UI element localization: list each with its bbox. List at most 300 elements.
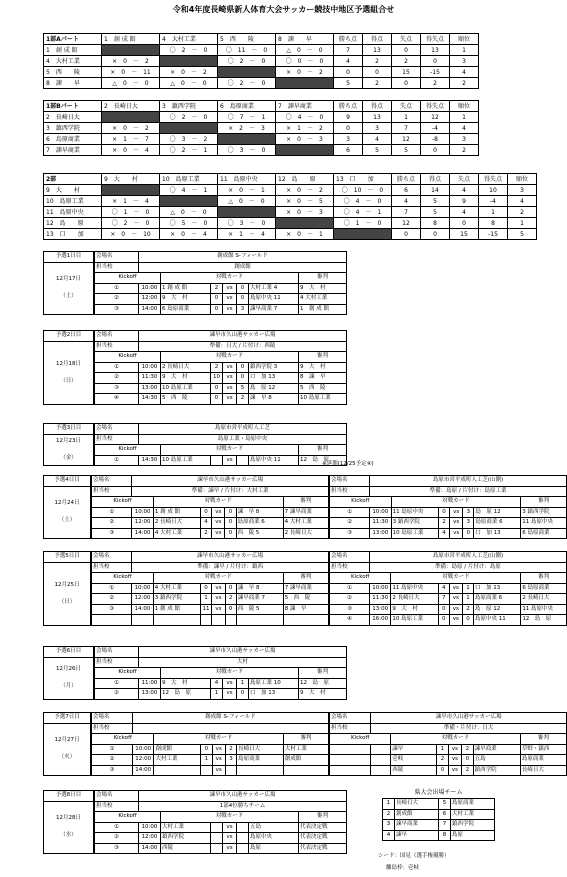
match-number: ② (92, 594, 132, 605)
stat-header: 得失点 (421, 101, 450, 112)
stat-value: 7 (392, 123, 421, 134)
kickoff-time: 10:00 (132, 507, 154, 518)
venue-schedule (91, 475, 329, 539)
referee: 2 長崎日大 (283, 528, 328, 539)
venue-label: 会場名 (92, 476, 132, 487)
venue-schedule (91, 551, 329, 626)
stat-header: 順位 (450, 34, 479, 45)
match-result: × 0 － 3 (276, 134, 334, 145)
stat-value: 15 (450, 229, 479, 240)
match-result: △ 0 － 0 (160, 78, 218, 89)
kickoff-header: Kickoff (330, 734, 391, 745)
kickoff-time: 14:00 (139, 843, 161, 854)
host-label: 担当校 (95, 801, 139, 812)
pool-b-table (43, 100, 479, 156)
away-team (237, 765, 284, 776)
away-team: 諫 早 8 (249, 394, 299, 405)
away-score: 0 (225, 518, 236, 529)
match-number: ② (95, 373, 139, 384)
match-date: 12月28日 (56, 815, 81, 822)
away-score: 0 (463, 528, 474, 539)
match-weekday: （土） (58, 517, 76, 524)
referee (283, 765, 328, 776)
home-score: 0 (438, 604, 449, 615)
away-score: 5 (237, 383, 249, 394)
day-label: 予選7日目 (44, 713, 91, 724)
away-score: 2 (462, 604, 473, 615)
match-result: 〇 10 － 0 (334, 185, 392, 196)
home-team: 10 島原工業 (161, 455, 211, 466)
empty-cell (200, 615, 212, 626)
vs-label: vs (223, 689, 237, 700)
stat-value: 12 (392, 218, 421, 229)
away-team: 諫 早 8 (236, 583, 283, 594)
away-team: 島原商業 (237, 755, 284, 766)
referee: 3 鎮西学院 (521, 507, 567, 518)
away-team: 五島 (249, 822, 299, 833)
home-score: 0 (211, 383, 223, 394)
venue-name: 諫早市久山港サッカー広場 (132, 476, 329, 487)
row-team-name: 7 諫早商業 (44, 145, 102, 156)
match-weekday: （金） (60, 454, 77, 461)
team-name: 島原 (451, 830, 495, 841)
vs-label: vs (448, 755, 461, 766)
stat-value: 4 (450, 123, 479, 134)
row-team-name: 9 大 村 (44, 185, 102, 196)
column-team-header: 11 島原中央 (218, 174, 276, 185)
team-name: 諫早 (395, 830, 439, 841)
venue-label: 会場名 (92, 713, 133, 724)
away-team: 島原工業 10 (249, 678, 299, 689)
day-date-cell (44, 341, 94, 404)
match-result: 〇 0 － 0 (276, 56, 334, 67)
kickoff-header: Kickoff (95, 273, 161, 284)
host-label: 担当校 (95, 657, 139, 668)
ref-header: 審判 (283, 497, 328, 508)
away-score: 3 (225, 755, 236, 766)
stat-value: 14 (421, 185, 450, 196)
away-team: 島原商業 6 (236, 518, 283, 529)
self-match-cell (102, 185, 160, 196)
home-team: 10 島原工業 (391, 615, 438, 626)
pool_b-grid (43, 100, 479, 156)
match-result: 〇 1 － 0 (102, 207, 160, 218)
host-label: 担当校 (95, 262, 139, 273)
vs-label: vs (223, 678, 237, 689)
stat-value: 5 (334, 78, 363, 89)
day-info (43, 475, 91, 539)
kickoff-header: Kickoff (92, 497, 154, 508)
column-team-header: 12 島 原 (276, 174, 334, 185)
away-team: 鎮西学院 3 (249, 362, 299, 373)
kickoff-header: Kickoff (330, 573, 391, 584)
match-number (330, 744, 371, 755)
home-score (211, 455, 223, 466)
match-row (95, 822, 347, 833)
match-number: ④ (330, 615, 370, 626)
match-row (95, 362, 347, 373)
vs-label: vs (223, 833, 237, 844)
referee: 12 島 原 (521, 615, 567, 626)
kickoff-time: 10:00 (369, 583, 390, 594)
match-row (95, 833, 347, 844)
ref-header: 審判 (283, 734, 328, 745)
stat-value: 5 (363, 145, 392, 156)
match-number: ③ (92, 604, 132, 615)
home-score: 4 (438, 583, 449, 594)
kickoff-time: 16:00 (369, 615, 390, 626)
match-number: ③ (95, 383, 139, 394)
away-score: 0 (237, 294, 249, 305)
stat-value: 13 (363, 112, 392, 123)
match-row (95, 455, 347, 466)
column-team-header: 2 長崎日大 (102, 101, 160, 112)
away-score: 1 (462, 594, 473, 605)
qualified-grid (382, 798, 495, 841)
ref-header: 審判 (521, 497, 567, 508)
home-score: 0 (438, 615, 449, 626)
stat-value: 4 (363, 134, 392, 145)
venue-schedule (329, 475, 567, 539)
venue-label: 会場名 (95, 331, 139, 342)
referee: 12 島 原 (299, 455, 347, 466)
venue-name: 島原市営平成町人工芝(山側) (369, 552, 566, 563)
venue-schedule (91, 712, 329, 776)
match-number: ② (330, 518, 370, 529)
card-header: 対戦カード (391, 497, 521, 508)
referee: 11 島原中央 (521, 604, 567, 615)
match-row (92, 507, 329, 518)
stat-header: 順位 (508, 174, 537, 185)
empty-cell (92, 615, 132, 626)
day-3-schedule (43, 423, 347, 466)
match-number: ④ (95, 394, 139, 405)
day-info (43, 790, 94, 854)
venue-label: 会場名 (92, 552, 132, 563)
home-score: 11 (200, 604, 212, 615)
home-team: 11 島原中央 (391, 507, 438, 518)
away-score: 0 (225, 528, 236, 539)
home-score: 0 (200, 583, 212, 594)
referee: 島原商業 (520, 755, 566, 766)
kickoff-header: Kickoff (95, 352, 161, 363)
match-weekday: （火） (58, 754, 76, 761)
match-date: 12月24日 (54, 500, 80, 507)
self-match-cell (276, 145, 334, 156)
match-date: 12月25日 (54, 581, 80, 588)
ref-header: 審判 (521, 573, 567, 584)
vs-label: vs (449, 583, 462, 594)
stat-value: -4 (479, 196, 508, 207)
day-label: 予選1日目 (44, 252, 94, 263)
referee: 8 諫 早 (299, 373, 347, 384)
vs-label: vs (223, 373, 237, 384)
away-score: 0 (237, 689, 249, 700)
away-team: 西 陵 5 (236, 528, 283, 539)
self-match-cell (160, 56, 218, 67)
match-row (95, 304, 347, 315)
stat-value: 13 (363, 45, 392, 56)
match-number: ① (92, 744, 133, 755)
away-score: 2 (225, 594, 236, 605)
vs-label: vs (223, 383, 237, 394)
match-row (330, 594, 567, 605)
card-header: 対戦カード (161, 445, 299, 456)
qualified-row (383, 809, 495, 820)
kickoff-header: Kickoff (95, 812, 161, 823)
away-team: 口 加 13 (249, 689, 299, 700)
match-result: × 0 － 10 (102, 229, 160, 240)
home-team: 1 創 成 館 (161, 283, 211, 294)
vs-label: vs (448, 744, 461, 755)
venue-name: 島原市営平成町人工芝(山側) (370, 476, 567, 487)
match-number: ② (330, 594, 370, 605)
pool-name: 1部Aパート (44, 34, 102, 45)
match-result: △ 0 － 0 (276, 45, 334, 56)
stat-header: 勝ち点 (334, 34, 363, 45)
away-score: 0 (225, 507, 236, 518)
venue-schedule (94, 646, 347, 700)
home-team: 6 島原商業 (161, 304, 211, 315)
stat-value: 3 (450, 134, 479, 145)
stat-value: 0 (421, 56, 450, 67)
day-7-schedule (43, 712, 567, 776)
card-header: 対戦カード (154, 734, 283, 745)
host-school: 1部4位勝ちチーム (139, 801, 347, 812)
venue-name: 諫早市久山港サッカー広場 (371, 713, 567, 724)
stat-value: 8 (479, 218, 508, 229)
stat-value: 12 (421, 112, 450, 123)
away-team: 島原中央 (249, 833, 299, 844)
away-team: 口 加 13 (474, 528, 521, 539)
standings-row (44, 218, 537, 229)
referee: 5 西 陵 (283, 594, 328, 605)
qualified-teams-table (382, 787, 495, 841)
vs-label: vs (212, 518, 225, 529)
pool-2-table (43, 173, 537, 240)
away-score: 0 (237, 283, 249, 294)
host-school: 大村 (139, 657, 347, 668)
venue-name: 諫早市久山港サッカー広場 (139, 647, 347, 658)
qualified-row (383, 799, 495, 810)
vs-label: vs (223, 294, 237, 305)
venue-label: 会場名 (95, 252, 139, 263)
venue-label: 会場名 (330, 552, 370, 563)
vs-label: vs (212, 594, 225, 605)
match-result: 〇 4 － 0 (334, 196, 392, 207)
home-team: 創成館 (154, 744, 201, 755)
kickoff-time: 10:00 (139, 362, 161, 373)
stat-value: 10 (479, 185, 508, 196)
kickoff-time: 13:00 (370, 528, 391, 539)
kickoff-time: 12:00 (132, 594, 154, 605)
home-team: 壱岐 (391, 755, 437, 766)
standings-row (44, 45, 479, 56)
home-score: 2 (200, 528, 211, 539)
day-block (43, 790, 347, 854)
stat-header: 得失点 (421, 34, 450, 45)
day-label: 予選3日目 (44, 424, 94, 435)
stat-value: 4 (334, 56, 363, 67)
stat-value: 6 (392, 185, 421, 196)
day-1-schedule (43, 251, 347, 315)
home-team: 2 長崎日大 (153, 518, 200, 529)
referee: 7 諫早商業 (283, 583, 328, 594)
vs-label: vs (449, 615, 462, 626)
match-row (330, 604, 567, 615)
day-label: 予選8日目 (44, 791, 94, 802)
stat-value: 2 (508, 207, 537, 218)
self-match-cell (276, 218, 334, 229)
kickoff-time: 11:30 (370, 518, 391, 529)
kickoff-header: Kickoff (92, 573, 154, 584)
match-result: 〇 2 － 0 (218, 56, 276, 67)
away-team: 諫早商業 7 (236, 594, 283, 605)
card-header: 対戦カード (153, 497, 283, 508)
match-number: ① (95, 455, 139, 466)
match-number: ① (95, 822, 139, 833)
stat-value: 3 (508, 185, 537, 196)
away-team: 諫早商業 (473, 744, 520, 755)
column-team-header: 3 鎮西学院 (160, 101, 218, 112)
match-result: × 0 － 2 (276, 67, 334, 78)
host-school: 準備：諫早 / 片付け：大村工業 (132, 486, 329, 497)
vs-label: vs (449, 594, 462, 605)
host-label: 担当校 (95, 341, 139, 352)
day-info (43, 251, 94, 315)
stat-value: 4 (450, 185, 479, 196)
kickoff-time: 10:00 (370, 507, 391, 518)
team-name: 諫早商業 (395, 820, 439, 831)
match-result: 〇 3 － 0 (218, 145, 276, 156)
match-number: ① (95, 283, 139, 294)
match-result: × 0 － 1 (276, 229, 334, 240)
home-team: 9 大 村 (391, 604, 438, 615)
stat-header: 得失点 (479, 174, 508, 185)
stat-value: 2 (392, 56, 421, 67)
row-team-name: 8 諫 早 (44, 78, 102, 89)
row-team-name: 4 大村工業 (44, 56, 102, 67)
away-team: 島 原 12 (249, 383, 299, 394)
self-match-cell (218, 207, 276, 218)
match-row (330, 615, 567, 626)
match-number: ① (95, 362, 139, 373)
standings-row (44, 67, 479, 78)
match-result: × 2 － 3 (218, 123, 276, 134)
home-score (201, 765, 212, 776)
seed-number: 3 (383, 820, 395, 831)
stat-header: 得点 (363, 34, 392, 45)
empty-cell (132, 615, 154, 626)
home-score: 0 (211, 304, 223, 315)
row-team-name: 11 島原中央 (44, 207, 102, 218)
match-result: × 0 － 4 (160, 229, 218, 240)
away-score (237, 833, 249, 844)
home-team: 大村工業 (154, 755, 201, 766)
self-match-cell (102, 112, 160, 123)
away-score: 0 (462, 615, 473, 626)
qualified-row (383, 830, 495, 841)
away-team: 諫早商業 7 (249, 304, 299, 315)
home-score: 0 (438, 507, 449, 518)
match-result: × 0 － 5 (276, 196, 334, 207)
referee: 大村工業 (283, 744, 328, 755)
day-label: 予選5日目 (44, 552, 91, 563)
day-8-schedule (43, 790, 347, 854)
away-team: 島原商業 6 (474, 594, 521, 605)
home-score: 2 (211, 283, 223, 294)
referee: 代表決定戦 (299, 833, 347, 844)
kickoff-time: 10:00 (139, 283, 161, 294)
pool-a-table (43, 33, 479, 89)
host-school: 準備：島原 / 片付け：島原 (369, 562, 566, 573)
match-result: 〇 3 － 0 (218, 218, 276, 229)
standings-row (44, 134, 479, 145)
stat-value: 3 (450, 56, 479, 67)
home-team: 1 創 成 館 (153, 604, 200, 615)
page-title: 令和4年度長崎県新人体育大会サッカー競技中地区予選組合せ (172, 5, 395, 14)
day-date-cell (44, 657, 94, 699)
host-school: 準備：日大 / 片付け：西陵 (139, 341, 347, 352)
match-date: 12月17日 (56, 276, 81, 283)
empty-cell (283, 615, 328, 626)
match-row (92, 744, 329, 755)
stat-value: 4 (450, 67, 479, 78)
card-header: 対戦カード (391, 734, 521, 745)
match-weekday: （水） (60, 832, 77, 839)
match-number: ③ (92, 765, 133, 776)
stat-value: 1 (450, 112, 479, 123)
seed-number: 1 (383, 799, 395, 810)
match-number: ① (92, 583, 132, 594)
kickoff-time: 14:00 (132, 528, 154, 539)
home-score: 4 (200, 518, 211, 529)
vs-label: vs (212, 755, 225, 766)
away-score (237, 822, 249, 833)
seed-number: 7 (439, 820, 451, 831)
home-team: 10 島原工業 (391, 528, 438, 539)
pool_a-grid (43, 33, 479, 89)
vs-label: vs (450, 507, 463, 518)
match-result: × 1 － 7 (102, 134, 160, 145)
day-info (43, 646, 94, 700)
home-team: 大村工業 (161, 822, 211, 833)
match-date: 12月23日 (56, 437, 81, 444)
kickoff-time (371, 744, 391, 755)
empty-cell (153, 615, 200, 626)
column-team-header: 8 諫 早 (276, 34, 334, 45)
home-team: 1 創 成 館 (153, 507, 200, 518)
pool_2-grid (43, 173, 537, 240)
home-score: 1 (437, 744, 448, 755)
kickoff-time: 11:00 (139, 678, 161, 689)
match-row (95, 294, 347, 305)
venue-label: 会場名 (95, 647, 139, 658)
column-team-header: 4 大村工業 (160, 34, 218, 45)
host-school: 準備：島原 / 片付け：島原工業 (370, 486, 567, 497)
home-score: 1 (201, 755, 212, 766)
home-score: 2 (211, 362, 223, 373)
kickoff-time: 10:00 (132, 744, 154, 755)
match-date: 12月27日 (54, 737, 80, 744)
column-team-header: 13 口 加 (334, 174, 392, 185)
away-score: 1 (237, 678, 249, 689)
day-date-cell (44, 801, 94, 854)
home-team: 9 大 村 (161, 373, 211, 384)
qualified-row (383, 820, 495, 831)
match-result: △ 0 － 0 (160, 207, 218, 218)
standings-row (44, 123, 479, 134)
